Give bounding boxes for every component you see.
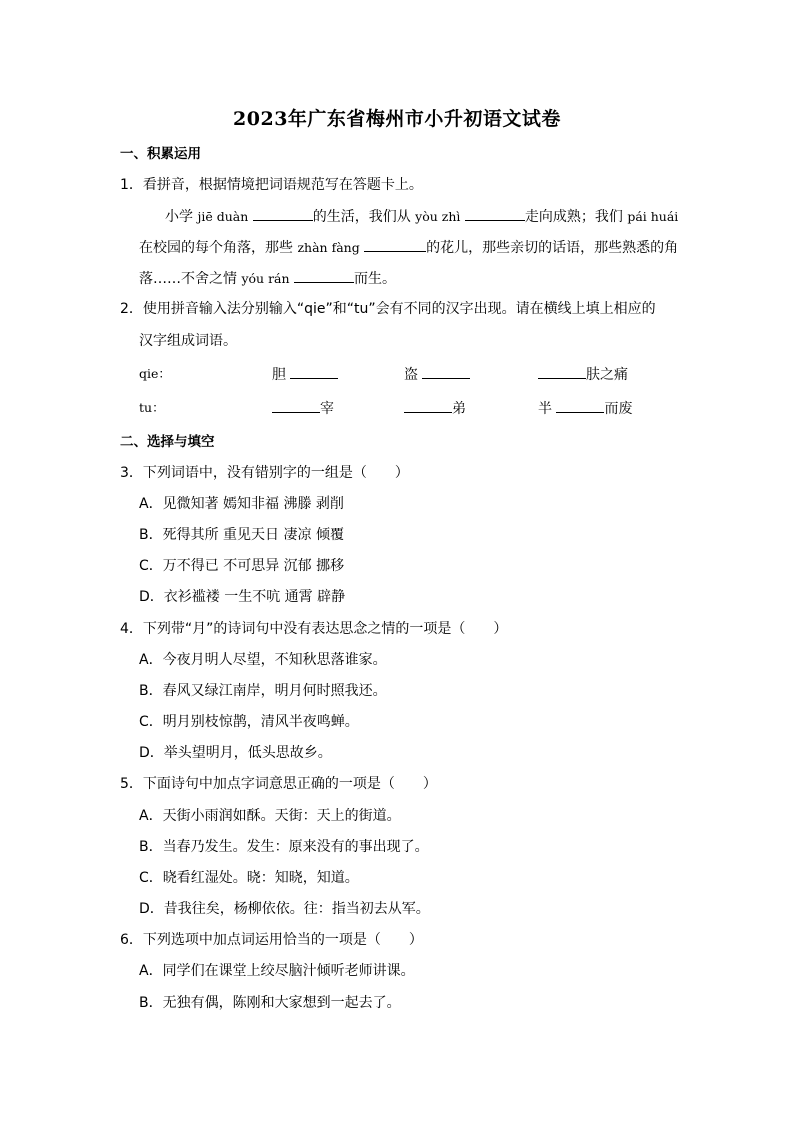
answer-blank[interactable] <box>404 399 452 413</box>
q2-cell <box>538 399 632 418</box>
option-a: A．同学们在课堂上绞尽脑汁倾听老师讲课。 <box>139 963 415 979</box>
answer-blank[interactable] <box>422 365 470 379</box>
option-c: C．万不得已 不可思异 沉郁 挪移 <box>139 558 345 574</box>
q2-stem-line-1: 2．使用拼音输入法分别输入“qie”和“tu”会有不同的汉字出现。请在横线上填上相应的 <box>120 301 656 317</box>
answer-blank[interactable] <box>290 365 338 379</box>
option-d: D．举头望明月，低头思故乡。 <box>139 745 332 761</box>
q1-text: 在校园的每个角落，那些 <box>139 240 293 256</box>
q1-text: 小学 <box>165 209 193 225</box>
answer-blank-4[interactable] <box>294 269 354 283</box>
answer-blank-3[interactable] <box>364 238 426 252</box>
section-heading-1: 一、积累运用 <box>120 146 201 162</box>
q1-text: 的花儿，那些亲切的话语，那些熟悉的角 <box>426 240 679 256</box>
cell-text: 胆 <box>272 367 286 383</box>
q4-stem: 4．下列带“月”的诗词句中没有表达思念之情的一项是（ ） <box>120 621 508 637</box>
q6-stem: 6．下列选项中加点词运用恰当的一项是（ ） <box>120 932 423 948</box>
q1-line-3 <box>139 269 396 288</box>
option-c: C．晓看红湿处。晓：知晓，知道。 <box>139 870 359 886</box>
pinyin-3: pái huái <box>627 209 679 224</box>
cell-text: 盗 <box>404 367 418 383</box>
answer-blank[interactable] <box>538 365 586 379</box>
exam-title: 2023年广东省梅州市小升初语文试卷 <box>233 108 561 130</box>
option-c: C．明月别枝惊鹊，清风半夜鸣蝉。 <box>139 714 359 730</box>
pinyin-2: yòu zhì <box>415 209 461 224</box>
row-label-qie: qie： <box>139 366 171 381</box>
option-b: B．无独有偶，陈刚和大家想到一起去了。 <box>139 995 401 1011</box>
q1-stem: 1．看拼音，根据情境把词语规范写在答题卡上。 <box>120 177 423 193</box>
option-b: B．死得其所 重见天日 凄凉 倾覆 <box>139 527 344 543</box>
q1-text: 而生。 <box>354 271 396 287</box>
q2-cell <box>404 399 466 418</box>
q3-stem: 3．下列词语中，没有错别字的一组是（ ） <box>120 465 409 481</box>
option-d: D．衣衫褴褛 一生不吭 通霄 辟静 <box>139 589 346 605</box>
q5-stem: 5．下面诗句中加点字词意思正确的一项是（ ） <box>120 776 437 792</box>
q1-text: 落……不舍之情 <box>139 271 237 287</box>
option-b: B．春风又绿江南岸，明月何时照我还。 <box>139 683 387 699</box>
option-a: A．今夜月明人尽望，不知秋思落谁家。 <box>139 652 387 668</box>
q2-cell <box>272 399 334 418</box>
q1-line-2 <box>139 238 678 257</box>
q1-text: 走向成熟；我们 <box>524 209 623 225</box>
row-label-tu: tu： <box>139 400 165 415</box>
q2-stem-line-2: 汉字组成词语。 <box>139 333 237 349</box>
option-b: B．当春乃发生。发生：原来没有的事出现了。 <box>139 839 429 855</box>
answer-blank-2[interactable] <box>465 207 525 221</box>
answer-blank-1[interactable] <box>253 207 313 221</box>
q1-text: 的生活，我们从 <box>312 209 411 225</box>
option-a: A．天街小雨润如酥。天街：天上的街道。 <box>139 808 401 824</box>
pinyin-1: jiē duàn <box>197 209 249 224</box>
answer-blank[interactable] <box>556 399 604 413</box>
q2-cell <box>272 365 338 384</box>
pinyin-5: yóu rán <box>241 271 290 286</box>
option-a: A．见微知著 嫣知非福 沸滕 剥削 <box>139 496 344 512</box>
q2-cell <box>404 365 470 384</box>
answer-blank[interactable] <box>272 399 320 413</box>
cell-text: 宰 <box>320 401 334 417</box>
q2-cell <box>538 365 628 384</box>
option-d: D．昔我往矣，杨柳依依。往：指当初去从军。 <box>139 901 430 917</box>
pinyin-4: zhàn fàng <box>297 240 360 255</box>
cell-text: 肤之痛 <box>586 367 628 383</box>
q1-line-1 <box>165 207 678 226</box>
section-heading-2: 二、选择与填空 <box>120 434 215 450</box>
cell-text: 弟 <box>452 401 466 417</box>
cell-text: 半 <box>538 401 552 417</box>
cell-text: 而废 <box>604 401 633 417</box>
